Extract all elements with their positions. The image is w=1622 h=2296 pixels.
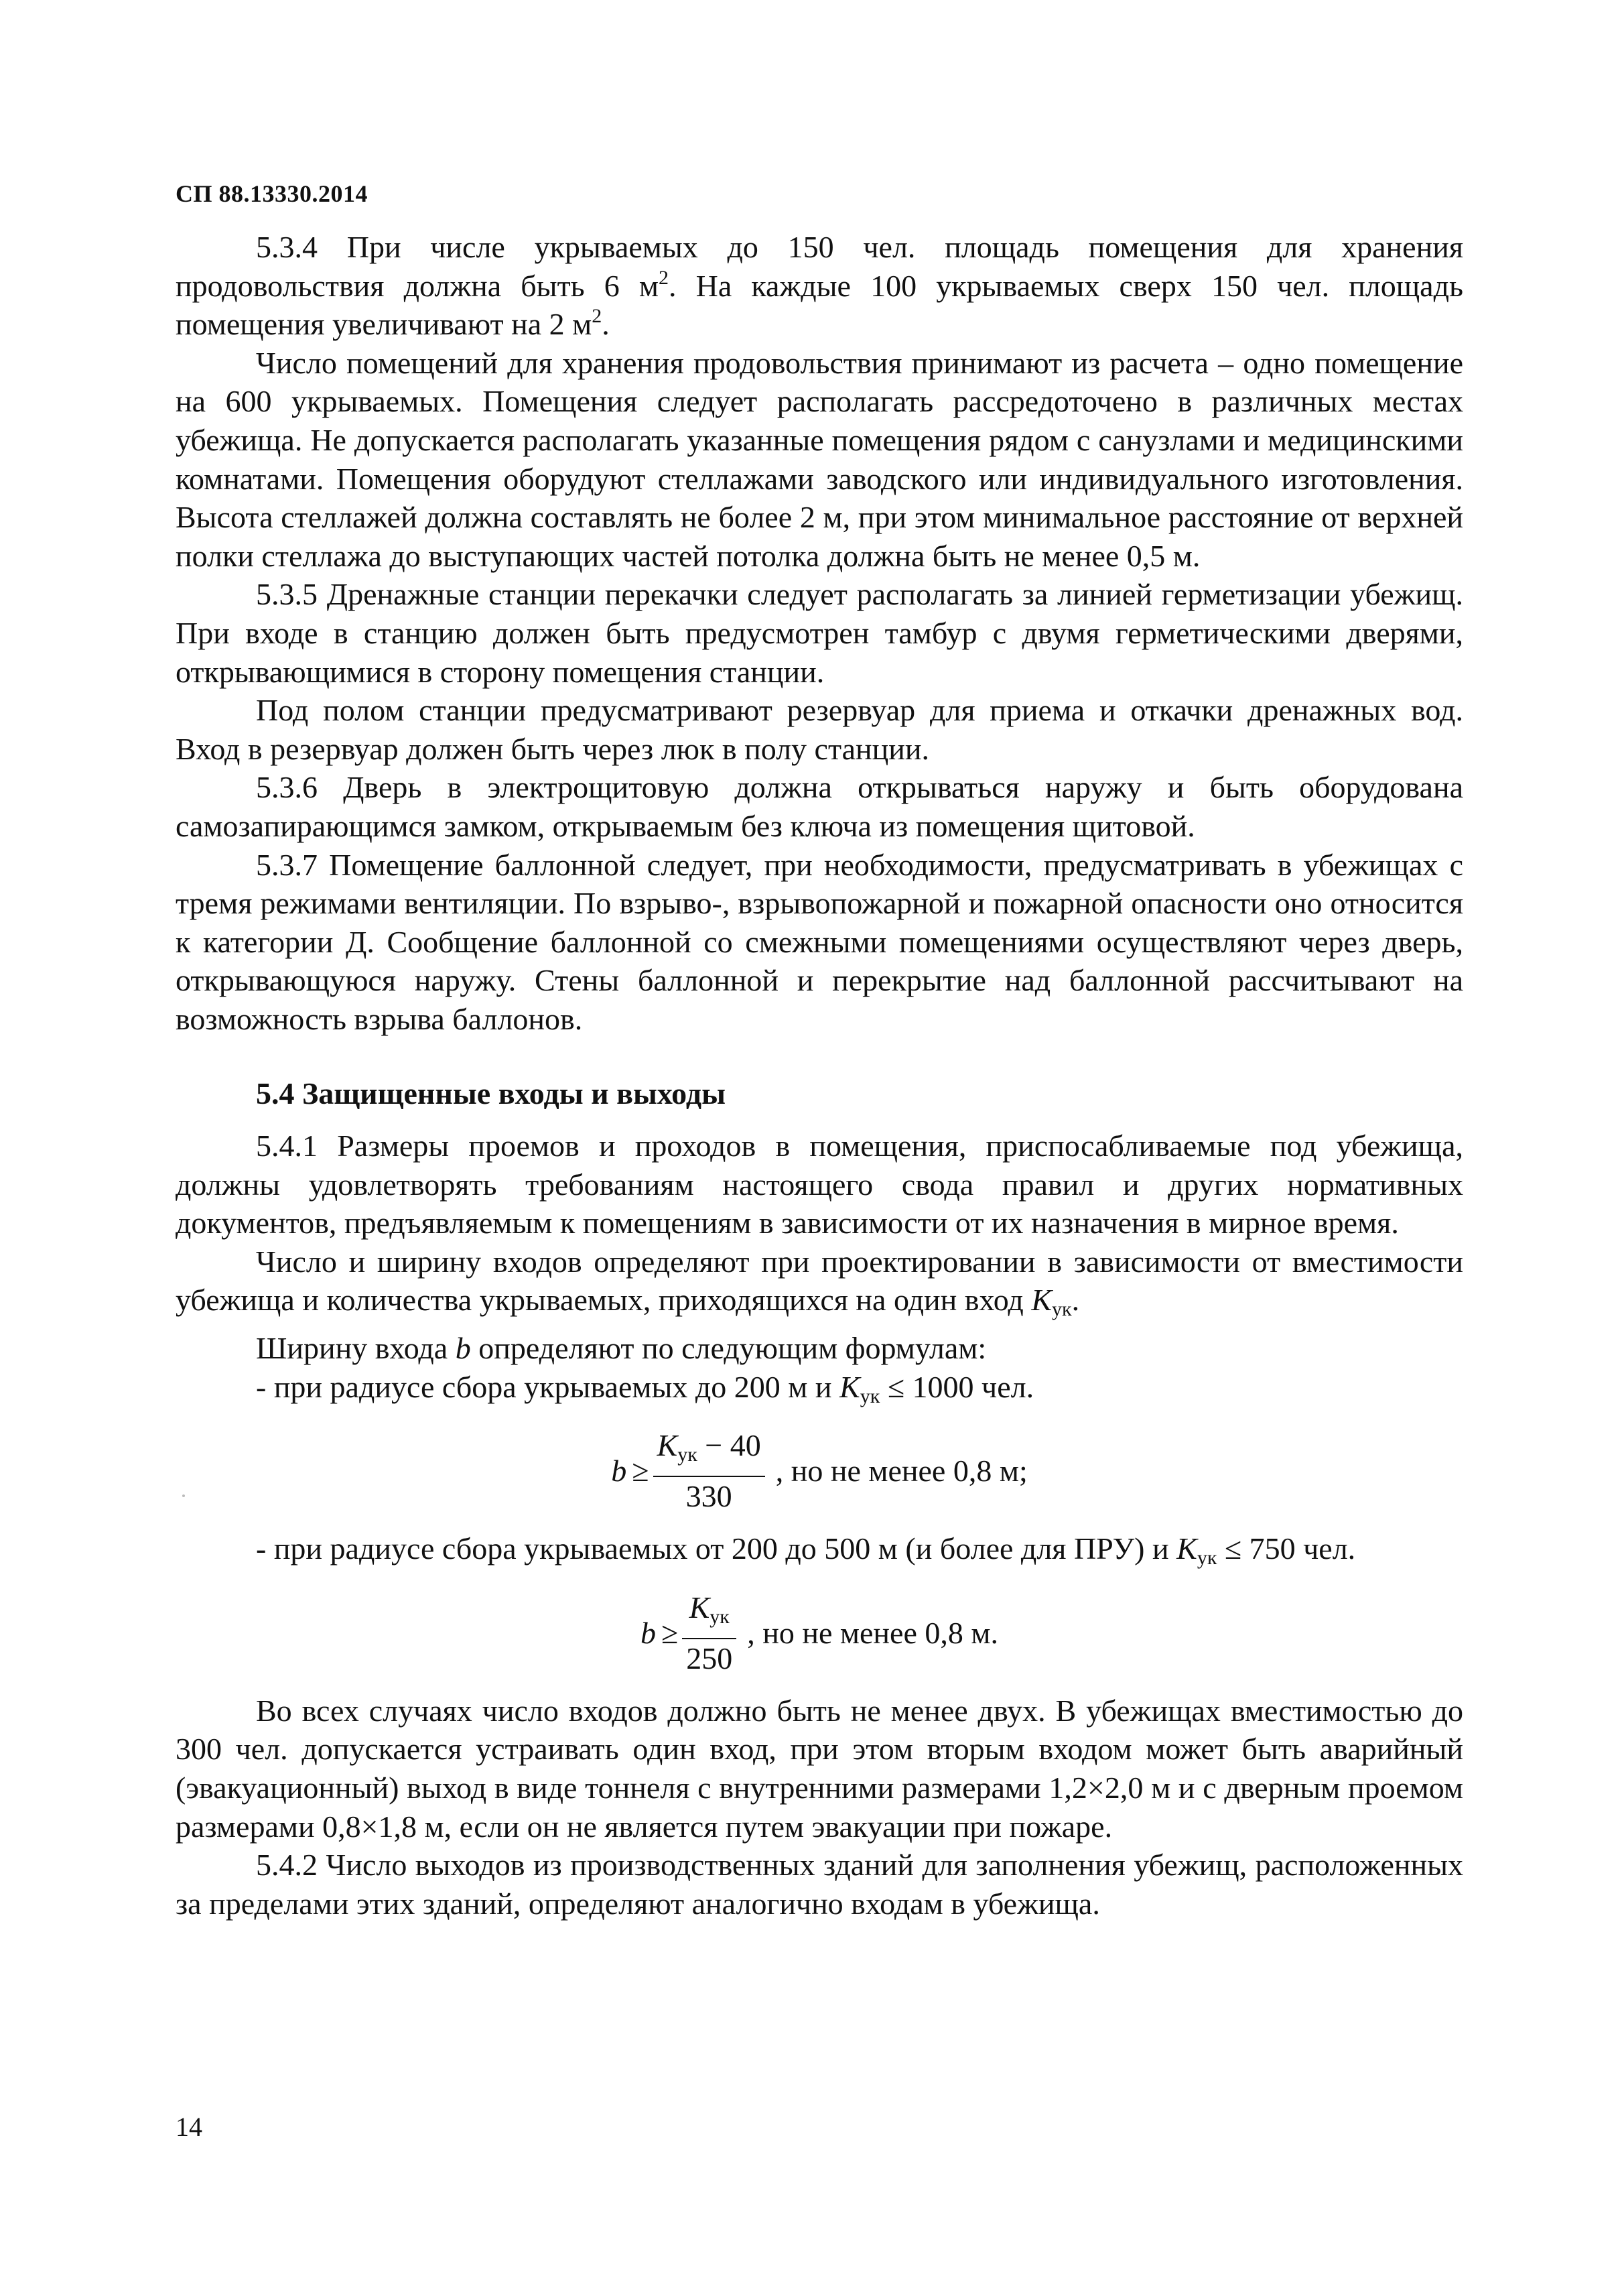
- formula-2-lhs: b: [640, 1616, 656, 1651]
- formula-1-denominator: 330: [685, 1479, 732, 1514]
- scan-speck: [182, 1494, 185, 1497]
- document-code: СП 88.13330.2014: [176, 180, 368, 207]
- paragraph-5-3-4: 5.3.4 При числе укрываемых до 150 чел. площадь помещения для хранения продовольствия должна быть 6 $м^2$. На каждые 100 укрываемых сверх 150 чел. площадь помещения увеличивают на 2 $м^2$.: [176, 230, 1463, 342]
- formula-1: [176, 1427, 1463, 1515]
- section-heading-5-4: 5.4 Защищенные входы и выходы: [256, 1076, 726, 1111]
- paragraph-5-3-5-continued: Под полом станции предусматривают резервуар для приема и откачки дренажных вод. Вход в резервуар должен быть через люк в полу станции.: [176, 693, 1463, 766]
- paragraph-5-3-6: 5.3.6 Дверь в электрощитовую должна открываться наружу и быть оборудована самозапирающимся замком, открываемым без ключа из помещения щитовой.: [176, 770, 1463, 843]
- formula-1-fraction: [653, 1427, 765, 1515]
- paragraph-5-4-1-width: Ширину входа b определяют по следующим формулам:: [256, 1331, 987, 1366]
- condition-case-1: - при радиусе сбора укрываемых до 200 м и $K_{ук} \le 1000$ чел.: [256, 1369, 1034, 1407]
- formula-2-denominator: 250: [686, 1641, 733, 1675]
- formula-1-ge: ≥: [632, 1454, 649, 1488]
- paragraph-5-3-5: 5.3.5 Дренажные станции перекачки следует располагать за линией герметизации убежищ. При входе в станцию должен быть предусмотрен тамбур с двумя герметическими дверями, открывающимися в сторону помещения станции.: [176, 577, 1463, 689]
- document-body: [176, 228, 1463, 1923]
- paragraph-5-4-1-number-of-entrances: Во всех случаях число входов должно быть не менее двух. В убежищах вместимостью до 300 чел. допускается устраивать один вход, при этом вторым входом может быть аварийный (эвакуационный) выход в виде тоннеля с внутренними размерами 1,2×2,0 м и с дверным проемом размерами 0,8×1,8 м, если он не является путем эвакуации при пожаре.: [176, 1693, 1463, 1844]
- paragraph-5-3-7: 5.3.7 Помещение баллонной следует, при необходимости, предусматривать в убежищах с тремя режимами вентиляции. По взрыво-, взрывопожарной и пожарной опасности оно относится к категории Д. Сообщение баллонной со смежными помещениями осуществляют через дверь, открывающуюся наружу. Стены баллонной и перекрытие над баллонной рассчитывают на возможность взрыва баллонов.: [176, 847, 1463, 1036]
- formula-2-tail: , но не менее 0,8 м.: [747, 1616, 998, 1651]
- formula-2-ge: ≥: [661, 1616, 679, 1651]
- formula-2: [176, 1590, 1463, 1677]
- formula-1-numerator: $K_{ук} - 40$: [657, 1428, 761, 1466]
- paragraph-5-4-2: 5.4.2 Число выходов из производственных зданий для заполнения убежищ, расположенных за пределами этих зданий, определяют аналогично входам в убежища.: [176, 1848, 1463, 1921]
- condition-case-2: - при радиусе сбора укрываемых от 200 до 500 м (и более для ПРУ) и $K_{ук} \le 750$ чел.: [256, 1531, 1356, 1570]
- formula-1-lhs: b: [611, 1454, 627, 1488]
- page-number: 14: [176, 2112, 202, 2142]
- formula-2-fraction: [682, 1590, 736, 1677]
- paragraph-5-4-1: 5.4.1 Размеры проемов и проходов в помещения, приспосабливаемые под убежища, должны удовлетворять требованиям настоящего свода правил и других нормативных документов, предъявляемым к помещениям в зависимости от их назначения в мирное время.: [176, 1129, 1463, 1240]
- formula-1-tail: , но не менее 0,8 м;: [775, 1454, 1028, 1488]
- formula-2-numerator: $K_{ук}$: [689, 1590, 730, 1628]
- paragraph-5-4-1-entrances: Число и ширину входов определяют при проектировании в зависимости от вместимости убежища и количества укрываемых, приходящихся на один вход $K_{ук}$.: [176, 1244, 1463, 1321]
- paragraph-5-3-4-continued: Число помещений для хранения продовольствия принимают из расчета – одно помещение на 600 укрываемых. Помещения следует располагать рассредоточено в различных местах убежища. Не допускается располагать указанные помещения рядом с санузлами и медицинскими комнатами. Помещения оборудуют стеллажами заводского или индивидуального изготовления. Высота стеллажей должна составлять не более 2 м, при этом минимальное расстояние от верхней полки стеллажа до выступающих частей потолка должна быть не менее 0,5 м.: [176, 345, 1463, 573]
